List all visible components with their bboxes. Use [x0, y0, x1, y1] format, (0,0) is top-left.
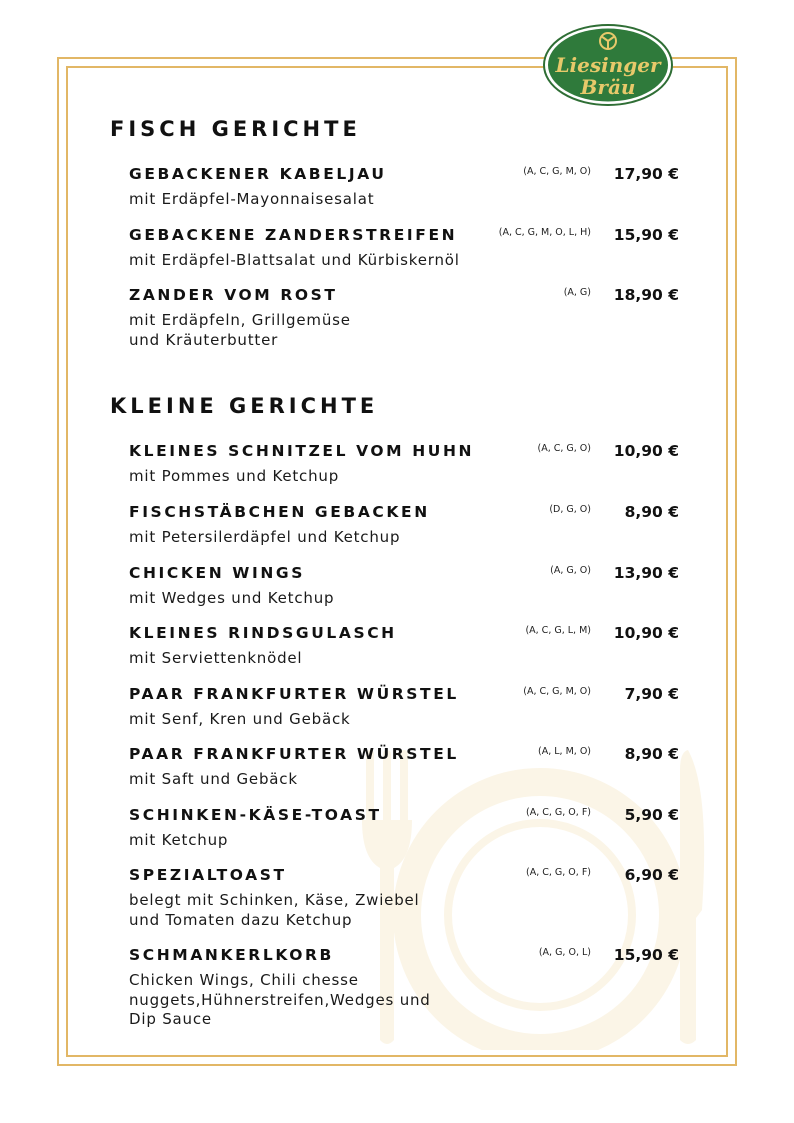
- item-price: 6,90 €: [624, 866, 679, 884]
- item-description: mit Saft und Gebäck: [129, 770, 298, 788]
- section-title-kleine-gerichte: KLEINE GERICHTE: [110, 394, 379, 418]
- item-description: mit Senf, Kren und Gebäck: [129, 710, 351, 728]
- item-name: CHICKEN WINGS: [129, 564, 305, 582]
- item-allergens: (A, C, G, O, F): [525, 867, 591, 878]
- item-name: KLEINES SCHNITZEL VOM HUHN: [129, 442, 475, 460]
- svg-text:Bräu: Bräu: [580, 75, 636, 99]
- item-price: 13,90 €: [613, 564, 679, 582]
- item-description: mit Petersilerdäpfel und Ketchup: [129, 528, 401, 546]
- item-price: 8,90 €: [624, 503, 679, 521]
- section-title-fisch-gerichte: FISCH GERICHTE: [110, 117, 361, 141]
- item-name: GEBACKENER KABELJAU: [129, 165, 387, 183]
- item-allergens: (A, C, G, M, O): [523, 686, 591, 697]
- item-name: PAAR FRANKFURTER WÜRSTEL: [129, 685, 459, 703]
- item-name: SPEZIALTOAST: [129, 866, 287, 884]
- item-name: SCHINKEN-KÄSE-TOAST: [129, 806, 382, 824]
- item-price: 8,90 €: [624, 745, 679, 763]
- item-allergens: (A, L, M, O): [538, 746, 591, 757]
- item-allergens: (A, G, O, L): [538, 947, 591, 958]
- item-name: FISCHSTÄBCHEN GEBACKEN: [129, 503, 430, 521]
- item-price: 18,90 €: [613, 286, 679, 304]
- item-allergens: (A, C, G, L, M): [525, 625, 591, 636]
- item-price: 17,90 €: [613, 165, 679, 183]
- item-price: 15,90 €: [613, 946, 679, 964]
- item-allergens: (A, C, G, M, O, L, H): [498, 227, 591, 238]
- item-price: 10,90 €: [613, 624, 679, 642]
- item-description: mit Erdäpfel-Blattsalat und Kürbiskernöl: [129, 251, 460, 269]
- item-price: 15,90 €: [613, 226, 679, 244]
- item-price: 7,90 €: [624, 685, 679, 703]
- item-name: GEBACKENE ZANDERSTREIFEN: [129, 226, 458, 244]
- item-allergens: (A, C, G, O, F): [525, 807, 591, 818]
- item-name: PAAR FRANKFURTER WÜRSTEL: [129, 745, 459, 763]
- item-description: mit Ketchup: [129, 831, 229, 849]
- item-description: mit Wedges und Ketchup: [129, 589, 335, 607]
- liesinger-braeu-logo: [542, 23, 674, 107]
- item-description: mit Serviettenknödel: [129, 649, 303, 667]
- item-description: mit Pommes und Ketchup: [129, 467, 340, 485]
- item-description: Chicken Wings, Chili chesse nuggets,Hühnerstreifen,Wedges und Dip Sauce: [129, 971, 431, 1028]
- item-allergens: (A, C, G, M, O): [523, 166, 591, 177]
- item-description: belegt mit Schinken, Käse, Zwiebel und Tomaten dazu Ketchup: [129, 891, 420, 929]
- item-allergens: (A, C, G, O): [537, 443, 591, 454]
- item-description: mit Erdäpfel-Mayonnaisesalat: [129, 190, 375, 208]
- item-price: 5,90 €: [624, 806, 679, 824]
- item-description: mit Erdäpfeln, Grillgemüse und Kräuterbutter: [129, 311, 351, 349]
- item-name: SCHMANKERLKORB: [129, 946, 334, 964]
- item-price: 10,90 €: [613, 442, 679, 460]
- item-allergens: (D, G, O): [549, 504, 591, 515]
- item-allergens: (A, G): [563, 287, 591, 298]
- item-allergens: (A, G, O): [550, 565, 591, 576]
- item-name: ZANDER VOM ROST: [129, 286, 338, 304]
- item-name: KLEINES RINDSGULASCH: [129, 624, 397, 642]
- svg-text:Liesinger: Liesinger: [555, 53, 661, 77]
